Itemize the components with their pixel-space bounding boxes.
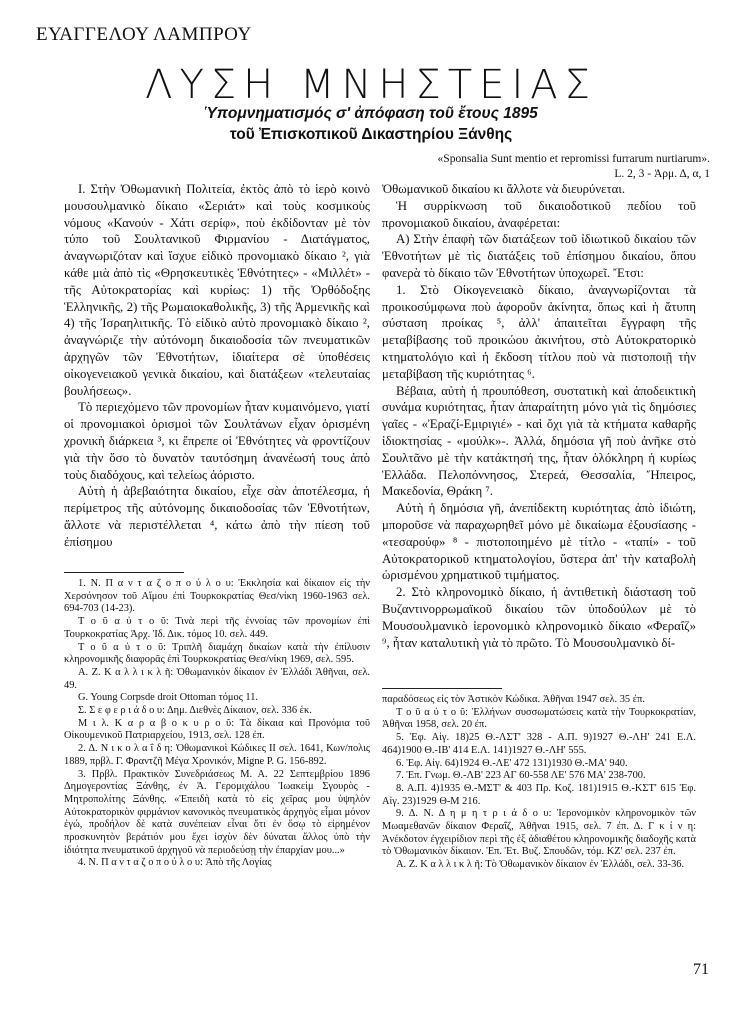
footnote: Τ ο ῦ α ὐ τ ο ῦ: Τινὰ περὶ τῆς ἐννοίας τῶν προνομίων ἐπὶ Τουρκοκρατίας Ἀρχ. Ἰδ. Δικ. τόμος 10. σελ. 449. <box>64 616 370 640</box>
article-title: ΛΥΣΗ ΜΝΗΣΤΕΙΑΣ <box>145 62 597 108</box>
footnote: G. Young Corpsde droit Ottoman τόμος 11. <box>78 692 259 704</box>
page-number: 71 <box>693 961 709 978</box>
epigraph-quote: «Sponsalia Sunt mentio et repromissi furrarum nurtiarum». <box>437 153 710 165</box>
footnote-divider-left <box>64 572 184 573</box>
epigraph-source: L. 2, 3 - Ἁρμ. Δ, α, 1 <box>614 168 710 180</box>
footnote: Σ. Σ ε φ ε ρ ι ά δ ο υ: Δημ. Διεθνὲς Δίκαιον, σελ. 336 ἑκ. <box>78 705 312 717</box>
footnote: 1. Ν. Π α ν τ α ζ ο π ο ύ λ ο υ: Ἐκκλησία καὶ δίκαιον εἰς τὴν Χερσόνησον τοῦ Αἵμου ἐπὶ Τουρκοκρατίας Θεσ/νίκη 1960-1963 σελ. 694-703 (14-23). <box>64 578 370 615</box>
footnote: 5. Ἐφ. Αἰγ. 18)25 Θ.-ΛΣΤ' 328 - Α.Π. 9)1927 Θ.-ΛΗ' 241 Ε.Λ. 464)1900 Θ.-ΙΒ' 414 Ε.Λ. 141)1927 Θ.-ΛΗ' 555. <box>382 732 696 756</box>
paragraph: Α) Στὴν ἐπαφὴ τῶν διατάξεων τοῦ ἰδιωτικοῦ δικαίου τῶν Ἐθνοτήτων μὲ τὶς διατάξεις τοῦ ἐπίσημου δικαίου, ὅπου φανερὰ τὸ δίκαιο τῶν Ἐθνοτήτων ὑποχωρεῖ. Ἔτσι: <box>382 232 696 280</box>
footnote: 3. Πρβλ. Πρακτικὸν Συνεδριάσεως Μ. Α. 22 Σεπτεμβρίου 1896 Δημογεροντίας Ξάνθης, ἐν Ἀ. Γερομιχάλου Ἰωακεὶμ Σγουρὸς - Μητροπολίτης Ξάνθης. «Ἐπειδὴ κατὰ τὸ εἰς χεῖρας μου ὑψηλὸν Αὐτοκρατορικὸν φιρμάνιον κανονικὸς πνευματικὸς ἀρχηγὸς εἶμαι μόνον ἐγώ, προδήλον δὲ κατὰ συνέπειαν εἶναι ὅτι ἐν ὅσῳ τὸ εἰρημένον προσκυνητὸν βεράτιόν μου ἔχει ἰσχὺν δὲν δύναται ἄλλος ὑπὸ τὴν ἰδιότητα πνευματικοῦ ἀρχηγοῦ νὰ περιοδεύσῃ τὴν ἐπαρχίαν μου...» <box>64 768 370 856</box>
article-subtitle-line2: τοῦ Ἐπισκοπικοῦ Δικαστηρίου Ξάνθης <box>229 126 513 143</box>
footnote: Τ ο ῦ α ὐ τ ο ῦ: Ἑλλήνων συσσωματώσεις κατὰ τὴν Τουρκοκρατίαν, Ἀθῆναι 1958, σελ. 20 ἐπ. <box>382 706 696 731</box>
footnote: 2. Δ. Ν ι κ ο λ α ΐ δ η: Ὀθωμανικοὶ Κώδικες ΙΙ σελ. 1641, Κων/πολις 1889, πρβλ. Γ. Φραντζῆ Μέγα Χρονικόν, Migne P. G. 156-892. <box>64 743 370 767</box>
paragraph: Αὐτὴ ἡ ἀβεβαιότητα δικαίου, εἶχε σὰν ἀποτέλεσμα, ἡ περίμετρος τῆς αὐτόνομης δικαιοδοσίας τῶν Ἐθνοτήτων, ἄλλοτε νὰ περιστέλλεται ⁴, κάτω ἀπὸ τὴν πίεση τοῦ ἐπίσημου <box>64 484 370 549</box>
paragraph: Τὸ περιεχόμενο τῶν προνομίων ἦταν κυμαινόμενο, γιατί οἱ προνομιακοὶ ὁρισμοὶ τῶν Σουλτάνων εἶχαν ὁρισμένη χρονικὴ διάρκεια ³, κι ἔπρεπε οἱ Ἐθνότητες νὰ φροντίζουν γιὰ τὴν ὅσο τὸ δυνατὸν ταυτόσημη ἀνανέωσή τους ἀπὸ τοὺς διαδόχους, καὶ τελείως ἀόριστο. <box>64 400 370 482</box>
article-subtitle-line1: Ὑπομνηματισμός σ' ἀπόφαση τοῦ ἔτους 1895 <box>204 105 538 122</box>
footnote: 7. Ἐπ. Γνωμ. Θ.-ΛΒ' 223 ΑΓ 60-558 ΛΕ' 576 ΜΑ' 238-700. <box>396 770 646 782</box>
footnote: 9. Δ. Ν. Δ η μ η τ ρ ι ά δ ο υ: Ἱερονομικὸν κληρονομικὸν τῶν Μωαμεθανῶν δίκαιον Φεραΐζ, Ἀθῆναι 1915, σελ. 7 ἐπ. Δ. Γ κ ί ν η: Ἀνέκδοτον ἐγχειρίδιον περὶ τῆς ἐξ ἀδιαθέτου κληρονομικῆς διαδοχῆς κατὰ τὸ Ὀθωμανικὸν δίκαιον. Ἐπ. Ἑτ. Βυζ. Σπουδῶν, τόμ. ΚΖ' σελ. 237 ἐπ. <box>382 808 696 858</box>
footnote: 4. Ν. Π α ν τ α ζ ο π ο ύ λ ο υ: Ἀπὸ τῆς Λογίας <box>78 857 272 869</box>
footnote-divider-right <box>382 688 502 689</box>
paragraph: Ὀθωμανικοῦ δικαίου κι ἄλλοτε νὰ διευρύνεται. <box>382 182 626 196</box>
footnote: 8. Α.Π. 4)1935 Θ.-ΜΣΤ' & 403 Πρ. Κοζ. 181)1915 Θ.-ΚΣΤ' 615 Ἐφ. Αἰγ. 23)1929 Θ-Μ 216. <box>382 782 696 807</box>
footnote: Α. Ζ. Κ α λ λ ι κ λ ῆ: Τὸ Ὀθωμανικὸν δίκαιον ἐν Ἑλλάδι, σελ. 33-36. <box>396 859 685 871</box>
left-column <box>64 181 370 551</box>
footnote: Τ ο ῦ α ὐ τ ο ῦ: Τριπλῆ διαμάχη δικαίων κατὰ τὴν ἐπίλυσιν κληρονομικῆς διαφορᾶς ἐπὶ Τουρκοκρατίας Θεσ/νίκη 1969, σελ. 595. <box>64 641 370 666</box>
paragraph: 2. Στὸ κληρονομικὸ δίκαιο, ἡ ἀντιθετικὴ διάσταση τοῦ Βυζαντινορρωμαϊκοῦ δικαίου τῶν ὑποδούλων μὲ τὸ Μουσουλμανικὸ ἱερονομικὸ κληρονομικὸ δίκαιο «Φεραΐζ» ⁹, ἦταν καταλυτικὴ γιὰ τὸ πρῶτο. Τὸ Μουσουλμανικὸ δί- <box>382 585 696 650</box>
paragraph: Ι. Στὴν Ὀθωμανικὴ Πολιτεία, ἐκτὸς ἀπὸ τὸ ἱερὸ κοινὸ μουσουλμανικὸ δίκαιο «Σεριάτ» καὶ τοὺς κοσμικοὺς νόμους «Κανούν - Χάτι σερίφ», ποὺ ἐκδίδονταν μὲ τὸν τύπο τοῦ Σουλτανικοῦ Φιρμανίου - Διατάγματος, ἀναγνωριζόταν καὶ ἴσχυε εἰδικὸ προνομιακὸ δίκαιο ², γιὰ κάθε μιὰ ἀπὸ τὶς «Θρησκευτικὲς Ἐθνότητες» - «Μιλλέτ» - τῆς Αὐτοκρατορίας καὶ κυρίως: 1) τῆς Ὀρθόδοξης Ἑλληνικῆς, 2) τῆς Ρωμαιοκαθολικῆς, 3) τῆς Ἀρμενικῆς καὶ 4) τῆς Ἰσραηλιτικῆς. Τὸ εἰδικὸ αὐτὸ προνομιακὸ δίκαιο ², ἀναγνώριζε τὴν αὐτόνομη δικαιοδοσία τῶν πνευματικῶν ἀρχηγῶν τῶν Ἐθνοτήτων, ἰδιαίτερα σὲ ὑποθέσεις οἰκογενειακοῦ γενικὰ δικαίου, καὶ διατάξεων «τελευταίας βουλήσεως». <box>64 182 370 398</box>
paragraph: Ἡ συρρίκνωση τοῦ δικαιοδοτικοῦ πεδίου τοῦ προνομιακοῦ δικαίου, ἀναφέρεται: <box>382 198 696 230</box>
footnote: 6. Ἐφ. Αἰγ. 64)1924 Θ.-ΛΕ' 472 131)1930 Θ.-ΜΑ' 940. <box>396 757 628 769</box>
paragraph: 1. Στὸ Οἰκογενειακὸ δίκαιο, ἀναγνωρίζονται τὰ προικοσύμφωνα ποὺ ἀφοροῦν ἀκίνητα, ὅπως καὶ ἡ ἄτυπη σύσταση προίκας ⁵, ἀλλ' ἀπαιτεῖται ἔγγραφη τῆς μεταβίβασης τοῦ προικώου ἀκινήτου, στὸ Αὐτοκρατορικὸ κτηματολόγιο καὶ ἡ ἔκδοση τίτλου ποὺ νὰ πιστοποιῇ τὴν μεταβίβαση τῆς κυριότητας ⁶. <box>382 282 696 381</box>
footnotes-right <box>382 694 696 872</box>
footnote: παραδόσεως εἰς τὸν Ἀστικὸν Κώδικα. Ἀθῆναι 1947 σελ. 35 ἐπ. <box>382 694 645 705</box>
footnote: Α. Ζ. Κ α λ λ ι κ λ ῆ: Ὀθωμανικὸν δίκαιον ἐν Ἑλλάδι Ἀθῆναι, σελ. 49. <box>64 666 370 691</box>
paragraph: Βέβαια, αὐτὴ ἡ προυπόθεση, συστατικὴ καὶ ἀποδεικτικὴ συνάμα κυριότητας, ἦταν ἀπαραίτητη μόνο γιὰ τὶς δημόσιες γαῖες - «Ἐραζί-Εμιριγιέ» - καὶ ὄχι γιὰ τὰ κτήματα καθαρῆς ἰδιοκτησίας - «μούλκ»-. Ἀλλά, δημόσια γῆ ποὺ ἀνῆκε στὸ Σουλτᾶνο μὲ τὴν κατάκτησή της, ἦταν ὁλόκληρη ἡ κυρίως Ἑλλάδα. Πελοπόννησος, Στερεά, Θεσσαλία, Ἤπειρος, Μακεδονία, Θράκη ⁷. <box>382 383 696 499</box>
author-name: ΕΥΑΓΓΕΛΟΥ ΛΑΜΠΡΟΥ <box>36 24 252 45</box>
paragraph: Αὐτὴ ἡ δημόσια γῆ, ἀνεπίδεκτη κυριότητας ἀπὸ ἰδιώτη, μποροῦσε νὰ παραχωρηθεῖ μόνο μὲ δικαίωμα ἐξουσίασης - «τεσαρούφ» ⁸ - πιστοποιημένο μὲ τίτλο - «ταπί» - τοῦ Αὐτοκρατορικοῦ κτηματολογίου, ὕστερα ἀπ' τὴν καταβολὴ ὡρισμένου χρηματικοῦ τιμήματος. <box>382 501 696 583</box>
right-column <box>382 181 696 651</box>
footnote: Μ ι λ. Κ α ρ α β ο κ υ ρ ο ῦ: Τὰ δίκαια καὶ Προνόμια τοῦ Οἰκουμενικοῦ Πατριαρχείου, 1913, σελ. 128 ἐπ. <box>64 717 370 742</box>
epigraph <box>438 152 710 182</box>
footnotes-left <box>64 578 370 870</box>
